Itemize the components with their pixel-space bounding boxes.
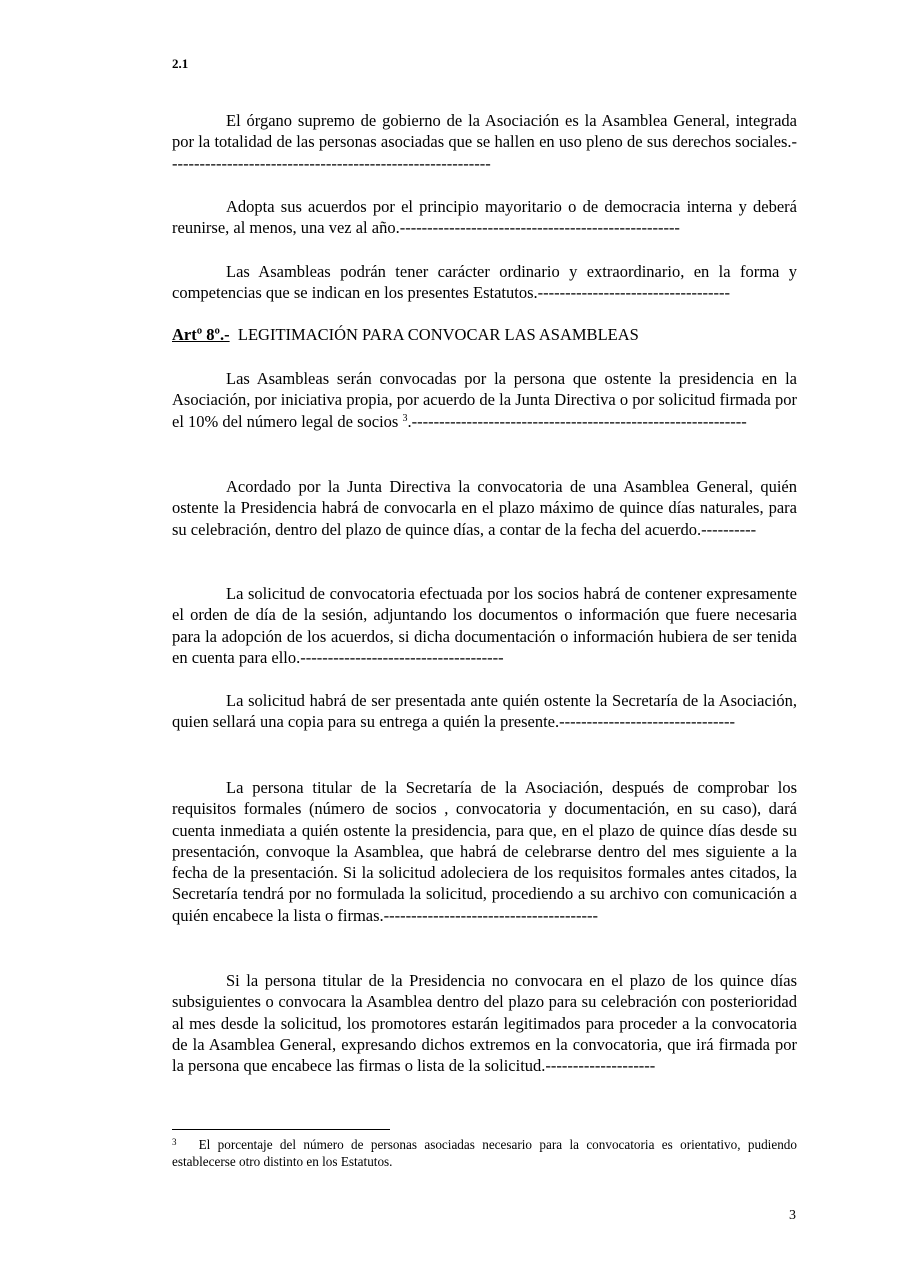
footnote-number: 3: [172, 1137, 177, 1147]
footnote-reference[interactable]: 3: [402, 412, 408, 424]
paragraph-acordado-junta: Acordado por la Junta Directiva la convocatoria de una Asamblea General, quién ostente la Presidencia habrá de convocarla en el plazo máximo de quince días naturales, para su celebración, dentro del plazo de quince días, a contar de la fecha del acuerdo.----------: [172, 477, 797, 539]
paragraph-secretaria: La persona titular de la Secretaría de la Asociación, después de comprobar los requisitos formales (número de socios , convocatoria y documentación, en su caso), dará cuenta inmediata a quién ostente la presidencia, para que, en el plazo de quince días desde su presentación, convoque la Asamblea, que habrá de celebrarse dentro del mes siguiente a la fecha de la presentación. Si la solicitud adoleciera de los requisitos formales antes citados, la Secretaría tendrá por no formulada la solicitud, procediendo a su archivo con comunicación a quién encabece la lista o firmas.---------------------------------------: [172, 778, 797, 925]
article-label: Artº 8º.-: [172, 325, 230, 344]
paragraph-presidencia-no-convocara: Si la persona titular de la Presidencia no convocara en el plazo de los quince días subsiguientes o convocara la Asamblea dentro del plazo para su celebración con posterioridad al mes desde la solicitud, los promotores estarán legitimados para proceder a la convocatoria de la Asamblea General, expresando dichos extremos en la convocatoria, que irá firmada por la persona que encabece las firmas o lista de la solicitud.--------------------: [172, 971, 797, 1076]
footnote-separator: [172, 1129, 390, 1130]
paragraph-solicitud-presentada: La solicitud habrá de ser presentada ante quién ostente la Secretaría de la Asociación, quien sellará una copia para su entrega a quién la presente.--------------------------------: [172, 691, 797, 732]
section-number: 2.1: [172, 56, 189, 71]
paragraph-asamblea-general: El órgano supremo de gobierno de la Asociación es la Asamblea General, integrada por la totalidad de las personas asociadas que se hallen en uso pleno de sus derechos sociales.-----------------------------------------------------------: [172, 111, 797, 173]
paragraph-convocatoria: Las Asambleas serán convocadas por la persona que ostente la presidencia en la Asociación, por iniciativa propia, por acuerdo de la Junta Directiva o por solicitud firmada por el 10% del número legal de socios $^3$.-------------------------------------------------------------: [172, 369, 797, 431]
page-number: 3: [789, 1208, 796, 1223]
paragraph-caracter-asambleas: Las Asambleas podrán tener carácter ordinario y extraordinario, en la forma y competencias que se indican en los presentes Estatutos.-----------------------------------: [172, 262, 797, 303]
paragraph-acuerdos: Adopta sus acuerdos por el principio mayoritario o de democracia interna y deberá reunirse, al menos, una vez al año.---------------------------------------------------: [172, 197, 797, 238]
footnote-text: El porcentaje del número de personas asociadas necesario para la convocatoria es orientativo, pudiendo establecerse otro distinto en los Estatutos.: [172, 1137, 797, 1169]
article-title: LEGITIMACIÓN PARA CONVOCAR LAS ASAMBLEAS: [237, 325, 639, 344]
footnote: [172, 1136, 797, 1170]
article-heading: [172, 324, 639, 345]
paragraph-solicitud-contenido: La solicitud de convocatoria efectuada por los socios habrá de contener expresamente el orden de día de la sesión, adjuntando los documentos o información que fuere necesaria para la adopción de los acuerdos, si dicha documentación o información hubiera de ser tenida en cuenta para ello.-------------------------------------: [172, 584, 797, 667]
